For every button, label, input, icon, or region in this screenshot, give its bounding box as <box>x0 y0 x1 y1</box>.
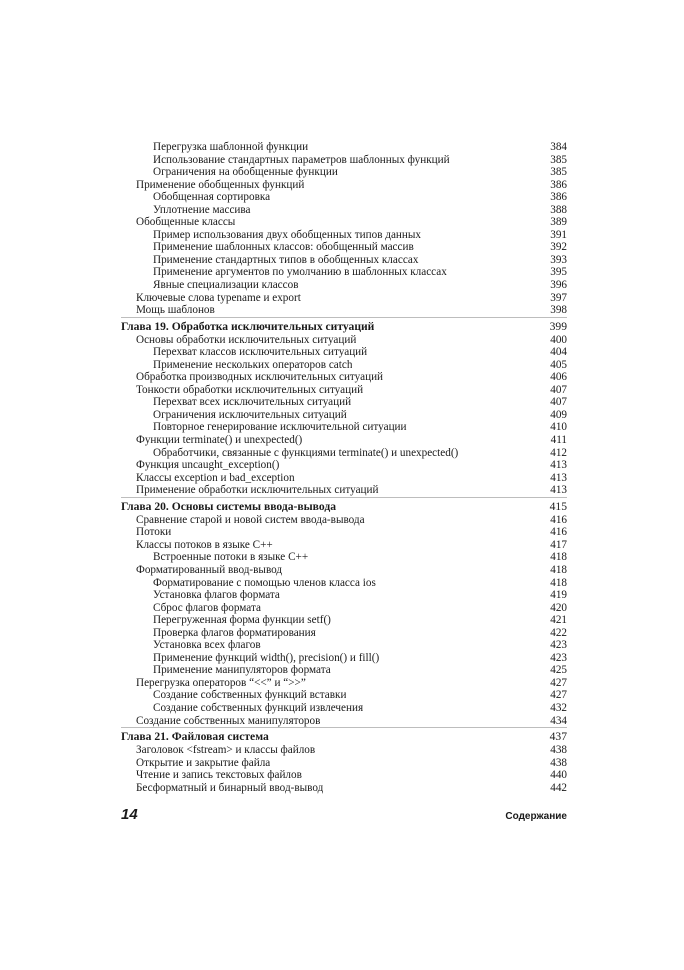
toc-entry-page: 407 <box>550 396 567 409</box>
toc-entry-page: 386 <box>550 191 567 204</box>
toc-entry-title: Применение функций width(), precision() и fill() <box>153 651 380 664</box>
toc-entry-title: Мощь шаблонов <box>136 304 215 317</box>
toc-entry[interactable] <box>121 304 567 317</box>
toc-entry-page: 412 <box>550 446 567 459</box>
toc-entry-page: 423 <box>550 639 567 652</box>
toc-entry-title: Создание собственных функций извлечения <box>153 701 364 714</box>
toc-entry-title: Форматированный ввод-вывод <box>136 563 283 576</box>
toc-entry-title: Ключевые слова typename и export <box>136 291 301 304</box>
toc-entry[interactable] <box>121 602 567 615</box>
toc-entry[interactable] <box>121 539 567 552</box>
toc-entry-page: 396 <box>550 279 567 292</box>
toc-entry-page: 404 <box>550 346 567 359</box>
toc-entry-page: 420 <box>550 601 567 614</box>
toc-entry-title: Классы exception и bad_exception <box>136 471 295 484</box>
toc-entry[interactable] <box>121 702 567 715</box>
toc-entry-title: Установка всех флагов <box>153 639 261 652</box>
toc-entry[interactable] <box>121 782 567 795</box>
toc-entry-title: Перегрузка шаблонной функции <box>153 141 309 153</box>
page-number: 14 <box>121 806 138 823</box>
chapter-heading[interactable] <box>121 317 567 333</box>
toc-entry-title: Использование стандартных параметров шаблонных функций <box>153 153 450 166</box>
toc-entry-page: 423 <box>550 651 567 664</box>
toc-entry-page: 419 <box>550 589 567 602</box>
toc-entry-title: Встроенные потоки в языке C++ <box>153 551 309 564</box>
toc-entry[interactable] <box>121 459 567 472</box>
toc-entry-page: 406 <box>550 371 567 384</box>
toc-entry[interactable] <box>121 472 567 485</box>
toc-entry-page: 384 <box>550 141 567 153</box>
toc-entry[interactable] <box>121 191 567 204</box>
running-title: Содержание <box>505 811 567 822</box>
toc-entry-title: Открытие и закрытие файла <box>136 756 271 769</box>
toc-entry-title: Уплотнение массива <box>153 203 251 216</box>
toc-entry[interactable] <box>121 204 567 217</box>
toc-entry-page: 385 <box>550 153 567 166</box>
toc-entry-title: Функции terminate() и unexpected() <box>136 434 303 447</box>
toc-entry-title: Классы потоков в языке C++ <box>136 538 273 551</box>
toc-entry[interactable] <box>121 371 567 384</box>
toc-entry-title: Перехват всех исключительных ситуаций <box>153 396 352 409</box>
toc-entry[interactable] <box>121 396 567 409</box>
toc-entry[interactable] <box>121 292 567 305</box>
toc-entry-title: Явные специализации классов <box>153 279 299 292</box>
toc-entry-title: Применение обобщенных функций <box>136 178 305 191</box>
toc-entry-page: 400 <box>550 333 567 346</box>
toc-entry-page: 438 <box>550 744 567 757</box>
toc-entry-title: Повторное генерирование исключительной ситуации <box>153 421 407 434</box>
toc-entry[interactable] <box>121 166 567 179</box>
toc-entry-title: Основы обработки исключительных ситуаций <box>136 333 357 346</box>
toc-entry-title: Установка флагов формата <box>153 589 280 602</box>
toc-entry-page: 427 <box>550 676 567 689</box>
toc-entry-title: Пример использования двух обобщенных типов данных <box>153 228 422 241</box>
toc-entry-title: Перегруженная форма функции setf() <box>153 614 331 627</box>
toc-entry-page: 399 <box>549 319 567 333</box>
toc-entry[interactable] <box>121 589 567 602</box>
toc-entry-page: 411 <box>550 434 567 447</box>
toc-entry-page: 385 <box>550 166 567 179</box>
toc-entry[interactable] <box>121 664 567 677</box>
toc-entry-page: 397 <box>550 291 567 304</box>
toc-entry[interactable] <box>121 769 567 782</box>
toc-entry[interactable] <box>121 627 567 640</box>
toc-entry-page: 416 <box>550 513 567 526</box>
toc-entry[interactable] <box>121 254 567 267</box>
toc-entry-title: Заголовок <fstream> и классы файлов <box>136 744 316 757</box>
toc-entry-page: 418 <box>550 576 567 589</box>
toc-entry-title: Сброс флагов формата <box>153 601 261 614</box>
toc-entry-title: Чтение и запись текстовых файлов <box>136 769 302 782</box>
toc-entry-page: 388 <box>550 203 567 216</box>
toc-entry-page: 432 <box>550 701 567 714</box>
toc-entry-title: Применение нескольких операторов catch <box>153 358 353 371</box>
toc-entry-title: Создание собственных функций вставки <box>153 689 347 702</box>
toc-entry[interactable] <box>121 564 567 577</box>
toc-entry[interactable] <box>121 744 567 757</box>
toc-entry[interactable] <box>121 715 567 728</box>
toc-entry-title: Глава 19. Обработка исключительных ситуаций <box>121 319 375 333</box>
toc-entry-page: 437 <box>549 730 567 744</box>
toc-entry-page: 398 <box>550 304 567 317</box>
toc-entry[interactable] <box>121 514 567 527</box>
toc-entry[interactable] <box>121 141 567 154</box>
toc-entry-title: Создание собственных манипуляторов <box>136 714 321 727</box>
toc-entry-title: Бесформатный и бинарный ввод-вывод <box>136 781 324 794</box>
toc-entry[interactable] <box>121 266 567 279</box>
toc-entry-title: Применение шаблонных классов: обобщенный массив <box>153 241 414 254</box>
toc-entry-title: Обобщенная сортировка <box>153 191 271 204</box>
toc-entry[interactable] <box>121 652 567 665</box>
toc-entry[interactable] <box>121 677 567 690</box>
toc-entry-page: 405 <box>550 358 567 371</box>
toc-entry-page: 418 <box>550 551 567 564</box>
toc-entry-title: Обработчики, связанные с функциями terminate() и unexpected() <box>153 446 459 459</box>
toc-entry[interactable] <box>121 409 567 422</box>
toc-entry[interactable] <box>121 241 567 254</box>
toc-entry-page: 422 <box>550 626 567 639</box>
toc-entry-title: Обработка производных исключительных ситуаций <box>136 371 384 384</box>
toc-entry-title: Применение аргументов по умолчанию в шаблонных классах <box>153 266 447 279</box>
chapter-heading[interactable] <box>121 497 567 513</box>
toc-entry[interactable] <box>121 359 567 372</box>
toc-entry-page: 413 <box>550 471 567 484</box>
toc-entry-page: 427 <box>550 689 567 702</box>
toc-entry-title: Тонкости обработки исключительных ситуаций <box>136 383 364 396</box>
toc-entry[interactable] <box>121 614 567 627</box>
toc-entry[interactable] <box>121 577 567 590</box>
table-of-contents <box>121 141 567 794</box>
toc-entry-page: 407 <box>550 383 567 396</box>
toc-entry-page: 434 <box>550 714 567 727</box>
toc-entry-title: Сравнение старой и новой систем ввода-вывода <box>136 513 365 526</box>
toc-entry-page: 421 <box>550 614 567 627</box>
toc-entry-page: 442 <box>550 781 567 794</box>
toc-entry[interactable] <box>121 179 567 192</box>
toc-entry-page: 417 <box>550 538 567 551</box>
toc-entry-page: 395 <box>550 266 567 279</box>
toc-entry-page: 393 <box>550 253 567 266</box>
toc-entry[interactable] <box>121 526 567 539</box>
toc-entry-page: 418 <box>550 563 567 576</box>
toc-entry-page: 438 <box>550 756 567 769</box>
toc-entry[interactable] <box>121 447 567 460</box>
toc-entry-title: Глава 21. Файловая система <box>121 730 269 744</box>
toc-entry[interactable] <box>121 434 567 447</box>
toc-entry-title: Перегрузка операторов “<<” и “>>” <box>136 676 306 689</box>
toc-entry[interactable] <box>121 551 567 564</box>
toc-entry-page: 416 <box>550 526 567 539</box>
toc-entry-title: Обобщенные классы <box>136 216 236 229</box>
toc-entry-page: 389 <box>550 216 567 229</box>
toc-entry-page: 425 <box>550 664 567 677</box>
toc-entry-page: 392 <box>550 241 567 254</box>
toc-entry[interactable] <box>121 334 567 347</box>
chapter-heading[interactable] <box>121 727 567 743</box>
toc-entry[interactable] <box>121 346 567 359</box>
toc-entry[interactable] <box>121 639 567 652</box>
toc-entry[interactable] <box>121 229 567 242</box>
toc-entry-page: 391 <box>550 228 567 241</box>
toc-entry-title: Проверка флагов форматирования <box>153 626 316 639</box>
toc-entry-title: Применение стандартных типов в обобщенных классах <box>153 253 419 266</box>
toc-entry-title: Перехват классов исключительных ситуаций <box>153 346 368 359</box>
toc-entry-page: 413 <box>550 459 567 472</box>
toc-entry-title: Применение манипуляторов формата <box>153 664 331 677</box>
toc-entry[interactable] <box>121 216 567 229</box>
toc-entry[interactable] <box>121 757 567 770</box>
toc-entry-title: Функция uncaught_exception() <box>136 459 280 472</box>
toc-entry-title: Применение обработки исключительных ситуаций <box>136 484 379 497</box>
toc-entry[interactable] <box>121 421 567 434</box>
toc-entry-title: Потоки <box>136 526 172 539</box>
toc-entry-page: 415 <box>549 499 567 513</box>
toc-entry-page: 413 <box>550 484 567 497</box>
toc-entry[interactable] <box>121 384 567 397</box>
toc-entry-page: 409 <box>550 408 567 421</box>
toc-entry-page: 440 <box>550 769 567 782</box>
toc-entry-title: Глава 20. Основы системы ввода-вывода <box>121 499 336 513</box>
toc-entry-page: 410 <box>550 421 567 434</box>
toc-entry-title: Форматирование с помощью членов класса ios <box>153 576 376 589</box>
toc-entry-title: Ограничения на обобщенные функции <box>153 166 338 179</box>
toc-entry[interactable] <box>121 154 567 167</box>
page-footer <box>121 806 567 823</box>
toc-entry[interactable] <box>121 689 567 702</box>
toc-entry-page: 386 <box>550 178 567 191</box>
toc-entry[interactable] <box>121 279 567 292</box>
toc-entry[interactable] <box>121 484 567 497</box>
toc-entry-title: Ограничения исключительных ситуаций <box>153 408 347 421</box>
